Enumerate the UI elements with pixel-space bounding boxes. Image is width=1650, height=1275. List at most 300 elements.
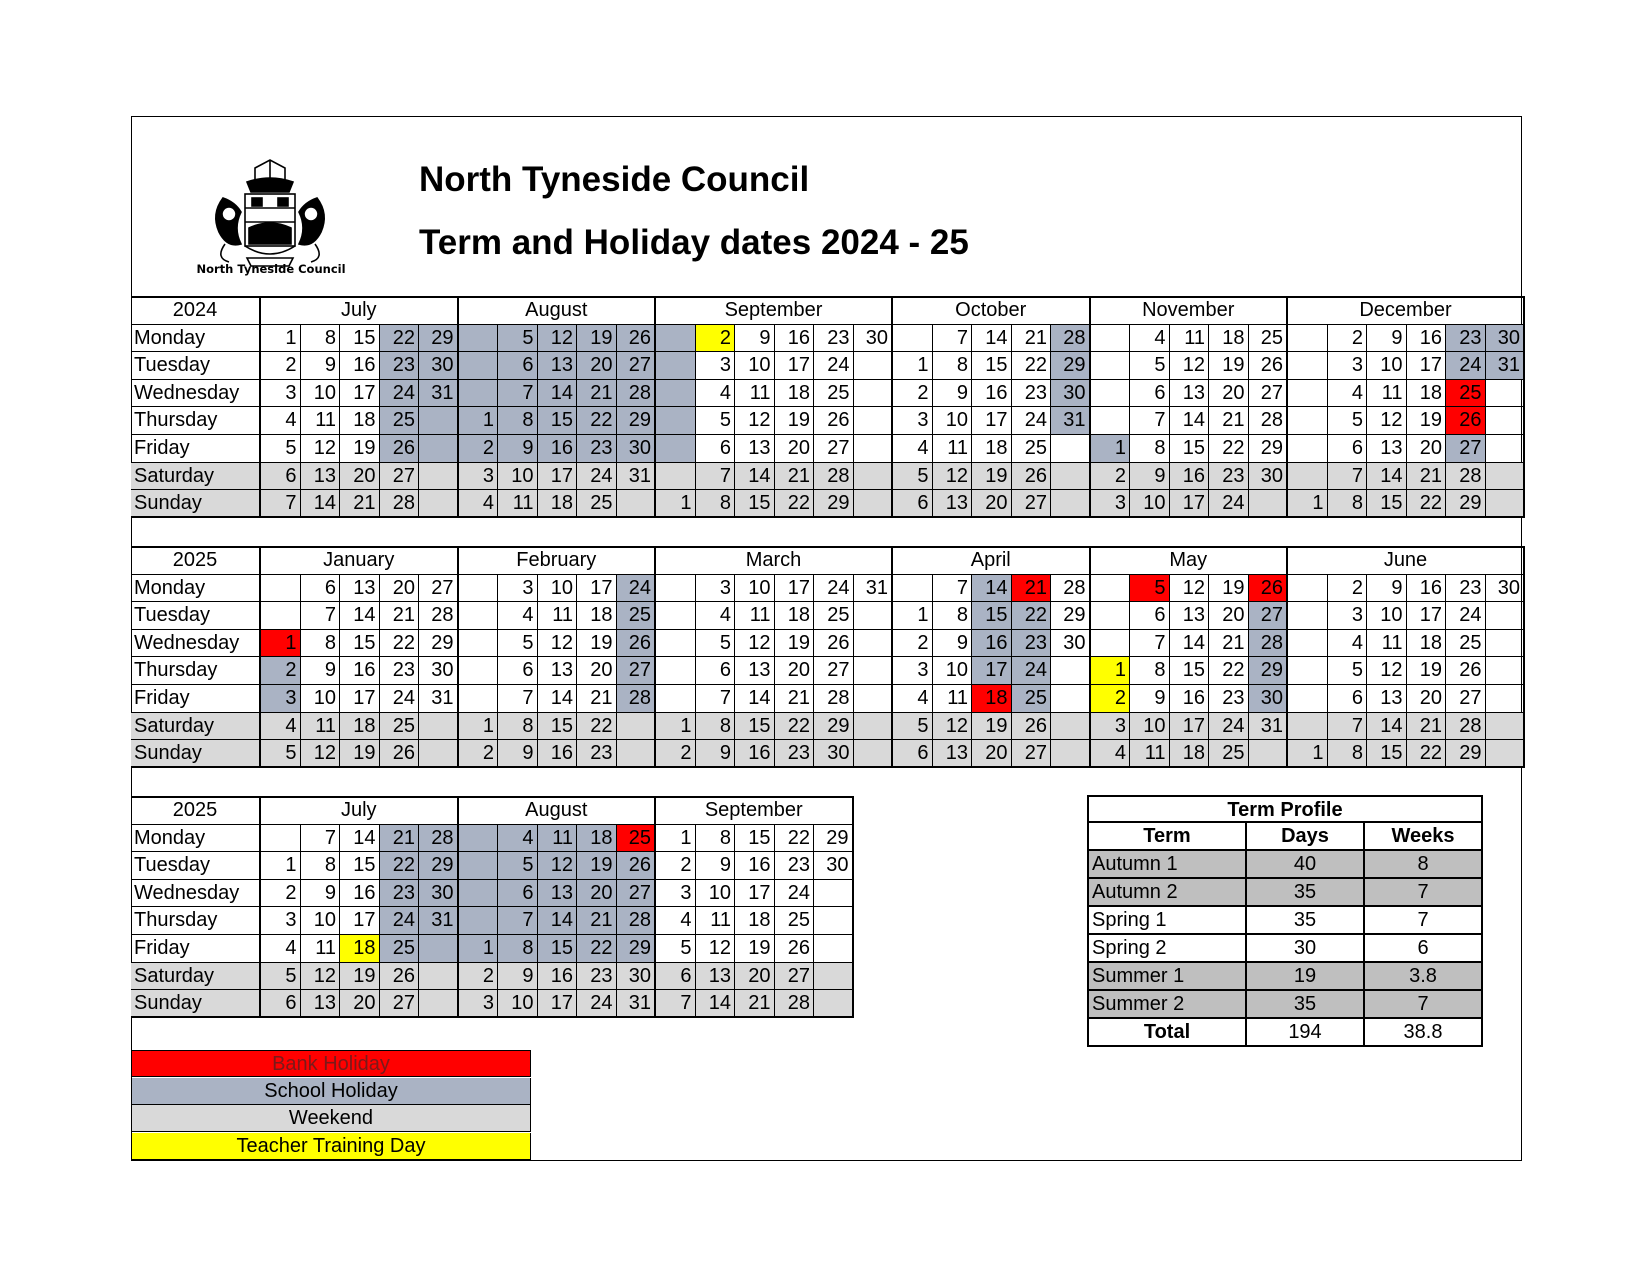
day-cell	[419, 490, 459, 518]
day-cell: 30	[419, 657, 459, 685]
day-label-wednesday: Wednesday	[131, 380, 261, 408]
day-cell: 4	[893, 435, 933, 463]
day-cell: 21	[1209, 630, 1249, 658]
day-cell: 23	[775, 740, 815, 768]
day-label-tuesday: Tuesday	[131, 352, 261, 380]
day-cell: 30	[617, 435, 657, 463]
day-cell: 31	[419, 907, 459, 935]
day-cell	[459, 852, 499, 880]
day-cell: 28	[617, 380, 657, 408]
day-cell: 10	[1130, 713, 1170, 741]
day-cell: 16	[775, 325, 815, 353]
day-cell: 2	[1091, 463, 1131, 491]
day-cell: 26	[1249, 352, 1289, 380]
day-cell: 23	[1446, 325, 1486, 353]
day-cell: 27	[419, 575, 459, 603]
day-cell: 13	[301, 990, 341, 1018]
day-cell: 5	[261, 435, 301, 463]
block-bottom-border	[131, 766, 1525, 768]
day-cell: 14	[538, 380, 578, 408]
day-cell: 21	[1012, 575, 1052, 603]
month-header-august: August	[459, 297, 657, 325]
day-cell: 8	[1130, 657, 1170, 685]
day-cell	[854, 407, 894, 435]
day-cell: 31	[617, 463, 657, 491]
term-profile-total-label: Total	[1087, 1019, 1247, 1047]
day-cell: 24	[577, 463, 617, 491]
day-cell: 28	[1446, 463, 1486, 491]
day-cell: 18	[1209, 325, 1249, 353]
day-cell: 14	[340, 602, 380, 630]
day-cell: 20	[380, 575, 420, 603]
block-bottom-border	[131, 516, 1525, 518]
day-cell: 22	[1407, 740, 1447, 768]
day-cell: 6	[1328, 435, 1368, 463]
day-cell: 6	[696, 657, 736, 685]
day-cell	[1288, 435, 1328, 463]
legend-item-teacher-training-day: Teacher Training Day	[131, 1133, 531, 1160]
day-cell: 15	[735, 825, 775, 853]
day-cell: 29	[1446, 490, 1486, 518]
term-profile-row-days: 35	[1247, 879, 1365, 907]
day-cell: 14	[538, 907, 578, 935]
day-cell: 8	[933, 602, 973, 630]
day-cell: 23	[1012, 380, 1052, 408]
day-cell: 23	[380, 880, 420, 908]
day-cell: 1	[261, 852, 301, 880]
day-cell: 16	[972, 630, 1012, 658]
day-cell: 18	[972, 685, 1012, 713]
day-cell: 4	[498, 602, 538, 630]
day-cell: 7	[261, 490, 301, 518]
day-label-saturday: Saturday	[131, 463, 261, 491]
day-cell: 16	[735, 852, 775, 880]
day-cell	[656, 602, 696, 630]
day-cell: 14	[1367, 713, 1407, 741]
day-cell: 24	[380, 380, 420, 408]
day-cell: 12	[1170, 575, 1210, 603]
day-cell: 8	[498, 407, 538, 435]
day-cell: 13	[696, 963, 736, 991]
day-cell: 13	[735, 435, 775, 463]
day-cell: 9	[498, 435, 538, 463]
day-cell	[1486, 380, 1526, 408]
day-cell: 25	[1209, 740, 1249, 768]
day-cell: 5	[498, 325, 538, 353]
day-cell: 2	[893, 630, 933, 658]
day-cell: 9	[1130, 685, 1170, 713]
day-cell: 19	[972, 713, 1012, 741]
day-cell: 9	[1367, 575, 1407, 603]
day-cell: 14	[301, 490, 341, 518]
day-label-friday: Friday	[131, 685, 261, 713]
day-cell: 4	[1130, 325, 1170, 353]
day-cell: 12	[735, 630, 775, 658]
day-cell	[1051, 657, 1091, 685]
day-cell	[1288, 630, 1328, 658]
day-cell: 25	[1012, 435, 1052, 463]
day-cell: 1	[1288, 740, 1328, 768]
day-cell: 19	[1209, 575, 1249, 603]
term-profile-row-weeks: 8	[1365, 851, 1483, 879]
day-cell: 17	[775, 575, 815, 603]
day-cell: 15	[340, 325, 380, 353]
day-cell: 1	[656, 713, 696, 741]
day-cell: 23	[577, 963, 617, 991]
day-cell: 5	[1130, 575, 1170, 603]
day-cell	[261, 825, 301, 853]
day-cell	[1486, 435, 1526, 463]
day-cell: 6	[1328, 685, 1368, 713]
day-cell: 13	[538, 352, 578, 380]
day-cell: 16	[1170, 463, 1210, 491]
day-cell: 6	[261, 990, 301, 1018]
day-cell: 13	[1170, 602, 1210, 630]
day-cell	[1486, 685, 1526, 713]
day-cell	[459, 907, 499, 935]
day-cell: 26	[1446, 407, 1486, 435]
day-label-thursday: Thursday	[131, 907, 261, 935]
day-cell: 15	[340, 852, 380, 880]
day-cell: 19	[775, 407, 815, 435]
day-cell	[1486, 630, 1526, 658]
day-cell: 9	[1367, 325, 1407, 353]
day-cell: 8	[301, 630, 341, 658]
day-label-monday: Monday	[131, 825, 261, 853]
day-cell: 25	[814, 602, 854, 630]
day-cell: 23	[1209, 463, 1249, 491]
day-cell: 10	[301, 685, 341, 713]
day-cell: 7	[1328, 463, 1368, 491]
page-title: North Tyneside Council	[419, 160, 810, 199]
term-profile-row-days: 40	[1247, 851, 1365, 879]
day-cell: 8	[1328, 740, 1368, 768]
day-cell: 23	[577, 435, 617, 463]
year-label: 2024	[131, 297, 261, 325]
day-cell	[1288, 575, 1328, 603]
month-header-september: September	[656, 297, 893, 325]
month-header-december: December	[1288, 297, 1525, 325]
day-cell: 30	[814, 740, 854, 768]
year-label: 2025	[131, 547, 261, 575]
day-cell: 29	[814, 713, 854, 741]
day-cell: 26	[814, 407, 854, 435]
day-cell: 22	[1012, 352, 1052, 380]
day-cell: 24	[617, 575, 657, 603]
day-cell: 6	[498, 352, 538, 380]
day-cell: 30	[419, 352, 459, 380]
day-cell: 25	[1446, 380, 1486, 408]
day-cell: 17	[1170, 713, 1210, 741]
day-label-sunday: Sunday	[131, 990, 261, 1018]
day-cell	[1091, 602, 1131, 630]
day-cell	[419, 713, 459, 741]
day-cell: 1	[1288, 490, 1328, 518]
day-cell: 29	[814, 490, 854, 518]
day-cell: 26	[775, 935, 815, 963]
day-cell: 25	[380, 407, 420, 435]
day-cell: 13	[538, 657, 578, 685]
day-label-saturday: Saturday	[131, 963, 261, 991]
day-cell: 8	[1130, 435, 1170, 463]
day-cell	[1288, 325, 1328, 353]
day-cell: 22	[577, 935, 617, 963]
day-cell: 24	[1209, 490, 1249, 518]
day-cell	[1051, 490, 1091, 518]
day-cell: 22	[775, 713, 815, 741]
day-cell: 1	[656, 490, 696, 518]
day-cell: 17	[340, 380, 380, 408]
day-cell: 1	[1091, 657, 1131, 685]
day-cell: 24	[380, 685, 420, 713]
day-cell	[656, 435, 696, 463]
day-cell	[893, 575, 933, 603]
day-cell: 10	[301, 380, 341, 408]
day-cell: 27	[1012, 490, 1052, 518]
day-cell: 6	[498, 880, 538, 908]
day-cell: 26	[1249, 575, 1289, 603]
term-profile-row-term: Autumn 2	[1087, 879, 1247, 907]
day-cell	[854, 490, 894, 518]
day-cell: 16	[340, 657, 380, 685]
day-cell: 19	[1407, 407, 1447, 435]
day-cell	[419, 990, 459, 1018]
day-cell: 16	[340, 880, 380, 908]
day-cell: 20	[775, 657, 815, 685]
day-cell: 15	[340, 630, 380, 658]
term-profile-header-weeks: Weeks	[1365, 823, 1483, 851]
day-cell	[854, 685, 894, 713]
day-cell: 9	[301, 880, 341, 908]
day-cell: 23	[1446, 575, 1486, 603]
day-cell: 20	[577, 352, 617, 380]
day-cell: 31	[419, 685, 459, 713]
day-cell	[1486, 463, 1526, 491]
day-cell: 29	[1446, 740, 1486, 768]
term-profile-row-weeks: 3.8	[1365, 963, 1483, 991]
day-cell: 27	[1446, 435, 1486, 463]
day-cell: 5	[261, 963, 301, 991]
day-cell: 20	[1209, 602, 1249, 630]
day-cell	[1051, 685, 1091, 713]
day-cell: 24	[1012, 657, 1052, 685]
day-cell: 2	[893, 380, 933, 408]
day-cell: 20	[1407, 685, 1447, 713]
day-cell: 9	[301, 657, 341, 685]
day-cell	[814, 935, 854, 963]
day-cell: 22	[1407, 490, 1447, 518]
day-cell: 23	[1209, 685, 1249, 713]
day-cell: 10	[735, 352, 775, 380]
day-cell	[459, 825, 499, 853]
month-header-october: October	[893, 297, 1091, 325]
day-cell: 7	[498, 685, 538, 713]
day-cell	[617, 740, 657, 768]
term-profile-header-term: Term	[1087, 823, 1247, 851]
council-crest-logo	[185, 158, 355, 278]
day-cell	[459, 685, 499, 713]
day-cell: 7	[933, 575, 973, 603]
day-cell: 10	[1367, 352, 1407, 380]
day-cell: 15	[1367, 740, 1407, 768]
day-cell: 18	[775, 602, 815, 630]
day-cell: 6	[656, 963, 696, 991]
day-cell: 19	[577, 630, 617, 658]
day-cell: 27	[814, 435, 854, 463]
day-cell: 15	[735, 490, 775, 518]
day-cell: 30	[1051, 380, 1091, 408]
term-profile-row-term: Summer 1	[1087, 963, 1247, 991]
day-cell	[1091, 380, 1131, 408]
day-cell: 10	[538, 575, 578, 603]
day-cell: 27	[617, 657, 657, 685]
day-cell	[459, 380, 499, 408]
day-cell: 21	[577, 907, 617, 935]
month-header-march: March	[656, 547, 893, 575]
day-cell: 15	[538, 935, 578, 963]
day-cell	[854, 657, 894, 685]
day-cell: 27	[775, 963, 815, 991]
day-cell: 1	[261, 630, 301, 658]
day-cell: 7	[301, 602, 341, 630]
day-cell: 5	[893, 463, 933, 491]
day-cell: 21	[1407, 713, 1447, 741]
day-cell: 27	[617, 880, 657, 908]
day-cell: 7	[498, 380, 538, 408]
day-cell: 2	[696, 325, 736, 353]
day-cell: 3	[893, 407, 933, 435]
day-cell: 2	[656, 740, 696, 768]
day-cell: 8	[498, 713, 538, 741]
day-cell: 5	[696, 630, 736, 658]
day-cell: 21	[775, 685, 815, 713]
day-cell: 3	[261, 685, 301, 713]
day-cell: 4	[261, 713, 301, 741]
day-cell: 7	[1328, 713, 1368, 741]
day-cell	[656, 352, 696, 380]
term-profile-row-days: 30	[1247, 935, 1365, 963]
day-cell: 19	[735, 935, 775, 963]
day-cell: 25	[1446, 630, 1486, 658]
day-cell	[617, 490, 657, 518]
term-profile-row-term: Summer 2	[1087, 991, 1247, 1019]
day-cell: 23	[814, 325, 854, 353]
day-cell: 15	[735, 713, 775, 741]
day-cell: 5	[656, 935, 696, 963]
day-cell: 1	[1091, 435, 1131, 463]
day-cell	[1051, 713, 1091, 741]
term-profile-row-days: 19	[1247, 963, 1365, 991]
day-cell: 12	[933, 463, 973, 491]
day-cell: 5	[1328, 407, 1368, 435]
day-cell: 19	[340, 435, 380, 463]
day-cell: 19	[577, 852, 617, 880]
day-cell: 15	[1170, 657, 1210, 685]
day-cell: 5	[696, 407, 736, 435]
day-cell: 14	[972, 325, 1012, 353]
day-cell: 27	[814, 657, 854, 685]
day-cell: 4	[261, 407, 301, 435]
logo-caption: North Tyneside Council	[196, 262, 346, 276]
day-cell: 1	[656, 825, 696, 853]
day-cell: 7	[301, 825, 341, 853]
day-cell: 20	[577, 880, 617, 908]
day-cell: 30	[617, 963, 657, 991]
day-cell	[854, 713, 894, 741]
day-label-thursday: Thursday	[131, 657, 261, 685]
day-cell: 21	[577, 380, 617, 408]
day-cell: 28	[1051, 325, 1091, 353]
day-cell: 30	[1486, 575, 1526, 603]
day-cell: 2	[261, 657, 301, 685]
day-cell: 11	[696, 907, 736, 935]
day-label-monday: Monday	[131, 325, 261, 353]
day-cell	[419, 407, 459, 435]
day-cell: 25	[380, 713, 420, 741]
day-cell: 29	[1051, 602, 1091, 630]
day-cell: 22	[380, 852, 420, 880]
day-cell	[656, 463, 696, 491]
day-cell: 19	[577, 325, 617, 353]
day-cell: 4	[261, 935, 301, 963]
day-cell: 13	[538, 880, 578, 908]
day-cell: 28	[617, 907, 657, 935]
day-cell: 14	[735, 685, 775, 713]
block-bottom-border	[131, 1016, 854, 1018]
day-cell: 22	[577, 713, 617, 741]
day-cell	[1288, 380, 1328, 408]
day-cell	[419, 935, 459, 963]
day-cell: 15	[972, 352, 1012, 380]
day-cell: 23	[380, 657, 420, 685]
day-cell	[814, 990, 854, 1018]
day-cell: 28	[814, 463, 854, 491]
day-cell	[854, 435, 894, 463]
day-cell: 29	[1249, 435, 1289, 463]
day-cell: 22	[1012, 602, 1052, 630]
day-cell: 18	[340, 713, 380, 741]
day-cell: 8	[696, 713, 736, 741]
day-cell: 30	[1249, 685, 1289, 713]
day-cell: 21	[380, 825, 420, 853]
day-cell: 24	[1209, 713, 1249, 741]
day-cell: 8	[933, 352, 973, 380]
day-cell	[459, 880, 499, 908]
day-cell: 12	[538, 630, 578, 658]
day-cell	[1091, 575, 1131, 603]
term-profile-row-term: Autumn 1	[1087, 851, 1247, 879]
day-cell: 20	[972, 740, 1012, 768]
day-cell: 8	[696, 490, 736, 518]
day-cell: 11	[498, 490, 538, 518]
day-cell: 16	[1407, 575, 1447, 603]
day-cell: 10	[933, 407, 973, 435]
term-profile-total-weeks: 38.8	[1365, 1019, 1483, 1047]
day-cell: 14	[696, 990, 736, 1018]
day-cell	[1288, 657, 1328, 685]
day-cell: 14	[972, 575, 1012, 603]
month-header-september: September	[656, 797, 854, 825]
term-profile-row-weeks: 6	[1365, 935, 1483, 963]
day-cell: 15	[972, 602, 1012, 630]
day-cell: 13	[301, 463, 341, 491]
day-cell	[459, 325, 499, 353]
day-cell: 1	[893, 602, 933, 630]
day-cell: 29	[419, 630, 459, 658]
day-cell: 9	[1130, 463, 1170, 491]
day-cell: 16	[1407, 325, 1447, 353]
day-cell: 15	[538, 407, 578, 435]
